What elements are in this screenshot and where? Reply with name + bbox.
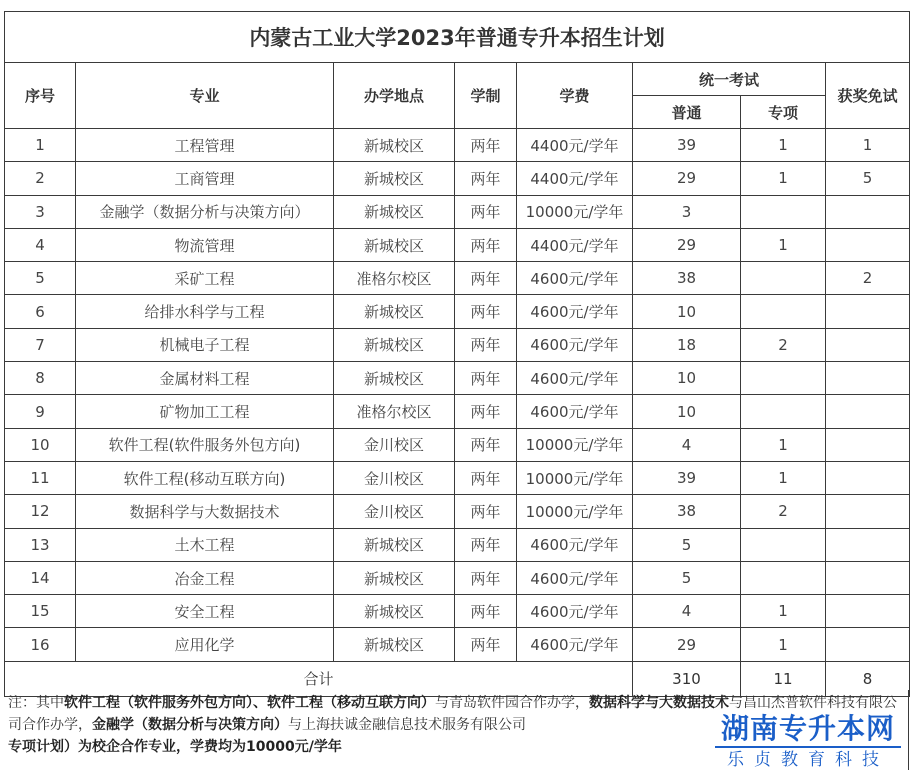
cell-tuition: 4600元/学年 xyxy=(517,528,633,561)
table-row xyxy=(5,262,910,295)
cell-location: 新城校区 xyxy=(334,295,455,328)
cell-major: 软件工程(移动互联方向) xyxy=(76,461,334,494)
page-title: 内蒙古工业大学2023年普通专升本招生计划 xyxy=(5,12,910,63)
note-text-1: 注：其中 xyxy=(8,695,64,711)
cell-tuition: 4600元/学年 xyxy=(517,628,633,661)
cell-regular: 39 xyxy=(633,129,741,162)
cell-special: 1 xyxy=(741,228,826,261)
cell-exempt xyxy=(826,595,910,628)
cell-special: 2 xyxy=(741,495,826,528)
header-duration: 学制 xyxy=(455,63,517,129)
cell-exempt xyxy=(826,328,910,361)
cell-seq: 8 xyxy=(5,362,76,395)
table-row xyxy=(5,395,910,428)
cell-location: 新城校区 xyxy=(334,228,455,261)
cell-seq: 10 xyxy=(5,428,76,461)
cell-major: 数据科学与大数据技术 xyxy=(76,495,334,528)
cell-regular: 38 xyxy=(633,495,741,528)
cell-major: 软件工程(软件服务外包方向) xyxy=(76,428,334,461)
cell-seq: 5 xyxy=(5,262,76,295)
cell-exempt xyxy=(826,428,910,461)
cell-duration: 两年 xyxy=(455,162,517,195)
cell-location: 新城校区 xyxy=(334,162,455,195)
cell-tuition: 4600元/学年 xyxy=(517,362,633,395)
cell-location: 金川校区 xyxy=(334,461,455,494)
table-body xyxy=(5,129,910,662)
cell-regular: 38 xyxy=(633,262,741,295)
cell-tuition: 4400元/学年 xyxy=(517,129,633,162)
cell-location: 新城校区 xyxy=(334,129,455,162)
cell-major: 机械电子工程 xyxy=(76,328,334,361)
enrollment-plan-table xyxy=(4,11,910,697)
cell-special xyxy=(741,362,826,395)
table-row xyxy=(5,195,910,228)
total-label: 合计 xyxy=(5,661,633,696)
cell-regular: 5 xyxy=(633,561,741,594)
table-row xyxy=(5,295,910,328)
cell-regular: 29 xyxy=(633,628,741,661)
cell-exempt xyxy=(826,561,910,594)
cell-special xyxy=(741,561,826,594)
cell-exempt xyxy=(826,195,910,228)
cell-special xyxy=(741,528,826,561)
cell-exempt xyxy=(826,628,910,661)
cell-exempt xyxy=(826,461,910,494)
total-regular: 310 xyxy=(633,661,741,696)
total-exempt: 8 xyxy=(826,661,910,696)
table-row xyxy=(5,528,910,561)
cell-major: 矿物加工工程 xyxy=(76,395,334,428)
cell-major: 工程管理 xyxy=(76,129,334,162)
cell-location: 新城校区 xyxy=(334,195,455,228)
cell-exempt xyxy=(826,395,910,428)
cell-tuition: 10000元/学年 xyxy=(517,428,633,461)
cell-location: 准格尔校区 xyxy=(334,395,455,428)
cell-regular: 5 xyxy=(633,528,741,561)
cell-major: 冶金工程 xyxy=(76,561,334,594)
cell-location: 新城校区 xyxy=(334,628,455,661)
note-bold-2: 数据科学与大数据技术 xyxy=(589,695,729,711)
cell-special xyxy=(741,295,826,328)
cell-tuition: 4400元/学年 xyxy=(517,162,633,195)
header-award-exempt: 获奖免试 xyxy=(826,63,910,129)
cell-regular: 18 xyxy=(633,328,741,361)
cell-duration: 两年 xyxy=(455,528,517,561)
table-row xyxy=(5,595,910,628)
cell-duration: 两年 xyxy=(455,461,517,494)
cell-major: 物流管理 xyxy=(76,228,334,261)
cell-tuition: 4400元/学年 xyxy=(517,228,633,261)
cell-tuition: 10000元/学年 xyxy=(517,461,633,494)
table-row xyxy=(5,228,910,261)
table-row xyxy=(5,461,910,494)
cell-duration: 两年 xyxy=(455,561,517,594)
cell-major: 金融学（数据分析与决策方向） xyxy=(76,195,334,228)
cell-duration: 两年 xyxy=(455,395,517,428)
cell-major: 土木工程 xyxy=(76,528,334,561)
table-row xyxy=(5,628,910,661)
cell-special: 1 xyxy=(741,628,826,661)
cell-tuition: 4600元/学年 xyxy=(517,561,633,594)
cell-seq: 2 xyxy=(5,162,76,195)
cell-special: 1 xyxy=(741,461,826,494)
cell-duration: 两年 xyxy=(455,428,517,461)
cell-duration: 两年 xyxy=(455,362,517,395)
cell-regular: 29 xyxy=(633,162,741,195)
cell-special xyxy=(741,395,826,428)
table-row xyxy=(5,162,910,195)
cell-duration: 两年 xyxy=(455,262,517,295)
total-special: 11 xyxy=(741,661,826,696)
cell-exempt: 1 xyxy=(826,129,910,162)
cell-special: 1 xyxy=(741,428,826,461)
table-row xyxy=(5,328,910,361)
cell-special xyxy=(741,262,826,295)
table-row xyxy=(5,561,910,594)
cell-regular: 10 xyxy=(633,395,741,428)
note-text-3: 与昌山杰普软件科技有限公司合作办学， xyxy=(8,695,897,733)
table-row xyxy=(5,129,910,162)
cell-regular: 10 xyxy=(633,295,741,328)
header-special: 专项 xyxy=(741,96,826,129)
cell-location: 金川校区 xyxy=(334,428,455,461)
cell-exempt xyxy=(826,495,910,528)
cell-duration: 两年 xyxy=(455,129,517,162)
cell-tuition: 4600元/学年 xyxy=(517,295,633,328)
cell-tuition: 10000元/学年 xyxy=(517,495,633,528)
cell-tuition: 4600元/学年 xyxy=(517,595,633,628)
note-bold-3: 金融学（数据分析与决策方向） xyxy=(92,717,288,733)
cell-special: 1 xyxy=(741,162,826,195)
cell-tuition: 10000元/学年 xyxy=(517,195,633,228)
cell-location: 新城校区 xyxy=(334,528,455,561)
header-major: 专业 xyxy=(76,63,334,129)
cell-major: 应用化学 xyxy=(76,628,334,661)
cell-exempt: 2 xyxy=(826,262,910,295)
header-seq: 序号 xyxy=(5,63,76,129)
watermark-subtitle: 乐贞教育科技 xyxy=(715,746,901,772)
cell-location: 新城校区 xyxy=(334,328,455,361)
cell-seq: 7 xyxy=(5,328,76,361)
cell-seq: 15 xyxy=(5,595,76,628)
cell-seq: 14 xyxy=(5,561,76,594)
cell-exempt xyxy=(826,362,910,395)
header-regular: 普通 xyxy=(633,96,741,129)
cell-seq: 1 xyxy=(5,129,76,162)
cell-seq: 3 xyxy=(5,195,76,228)
cell-location: 新城校区 xyxy=(334,595,455,628)
cell-regular: 10 xyxy=(633,362,741,395)
cell-special: 1 xyxy=(741,129,826,162)
note-text-4: 与上海扶诚金融信息技术服务有限公司 xyxy=(288,717,526,733)
cell-duration: 两年 xyxy=(455,195,517,228)
cell-location: 新城校区 xyxy=(334,362,455,395)
cell-location: 金川校区 xyxy=(334,495,455,528)
cell-location: 准格尔校区 xyxy=(334,262,455,295)
cell-major: 给排水科学与工程 xyxy=(76,295,334,328)
cell-major: 采矿工程 xyxy=(76,262,334,295)
cell-duration: 两年 xyxy=(455,495,517,528)
cell-major: 安全工程 xyxy=(76,595,334,628)
table-row xyxy=(5,495,910,528)
note-bold-4: 专项计划）为校企合作专业，学费均为10000元/学年 xyxy=(8,739,342,755)
cell-seq: 13 xyxy=(5,528,76,561)
cell-seq: 12 xyxy=(5,495,76,528)
cell-duration: 两年 xyxy=(455,595,517,628)
cell-duration: 两年 xyxy=(455,295,517,328)
note-text-2: 与青岛软件园合作办学， xyxy=(435,695,589,711)
table-row xyxy=(5,428,910,461)
cell-regular: 4 xyxy=(633,595,741,628)
cell-tuition: 4600元/学年 xyxy=(517,395,633,428)
note-bold-1: 软件工程（软件服务外包方向）、软件工程（移动互联方向） xyxy=(64,695,435,711)
header-location: 办学地点 xyxy=(334,63,455,129)
cell-special xyxy=(741,195,826,228)
header-tuition: 学费 xyxy=(517,63,633,129)
cell-tuition: 4600元/学年 xyxy=(517,328,633,361)
watermark xyxy=(709,712,907,772)
cell-seq: 6 xyxy=(5,295,76,328)
cell-regular: 39 xyxy=(633,461,741,494)
cell-seq: 4 xyxy=(5,228,76,261)
cell-location: 新城校区 xyxy=(334,561,455,594)
cell-tuition: 4600元/学年 xyxy=(517,262,633,295)
table-row xyxy=(5,362,910,395)
cell-regular: 3 xyxy=(633,195,741,228)
cell-seq: 11 xyxy=(5,461,76,494)
cell-major: 金属材料工程 xyxy=(76,362,334,395)
cell-special: 2 xyxy=(741,328,826,361)
watermark-title: 湖南专升本网 xyxy=(720,712,895,745)
cell-seq: 16 xyxy=(5,628,76,661)
cell-exempt: 5 xyxy=(826,162,910,195)
cell-regular: 4 xyxy=(633,428,741,461)
cell-exempt xyxy=(826,295,910,328)
cell-exempt xyxy=(826,528,910,561)
cell-duration: 两年 xyxy=(455,328,517,361)
cell-duration: 两年 xyxy=(455,228,517,261)
header-unified-exam: 统一考试 xyxy=(633,63,826,96)
cell-special: 1 xyxy=(741,595,826,628)
cell-exempt xyxy=(826,228,910,261)
cell-duration: 两年 xyxy=(455,628,517,661)
cell-regular: 29 xyxy=(633,228,741,261)
cell-major: 工商管理 xyxy=(76,162,334,195)
cell-seq: 9 xyxy=(5,395,76,428)
